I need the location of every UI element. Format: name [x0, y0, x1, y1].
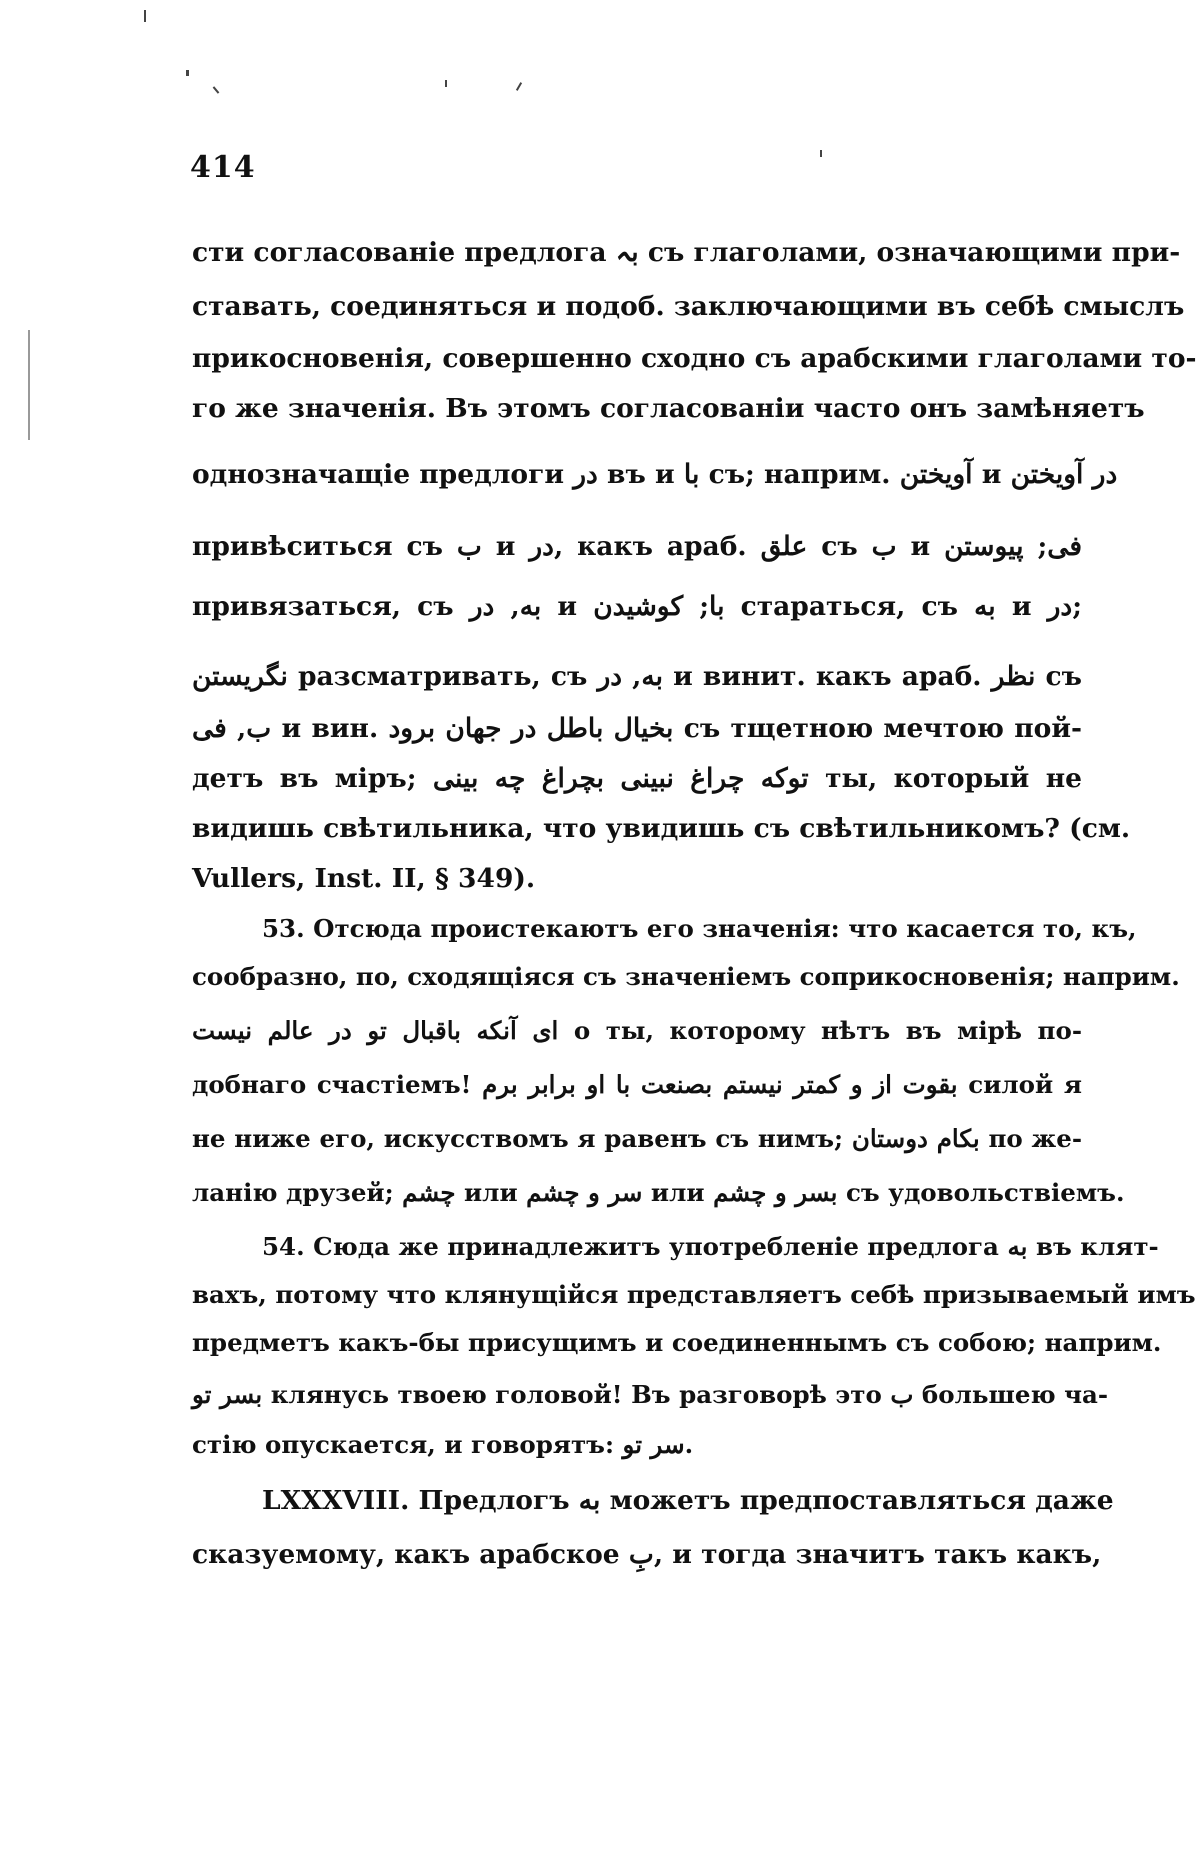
- text-line: детъ въ міръ; توکه چراغ نبینی بچراغ چه بینی ты, который не: [192, 763, 1082, 794]
- text-line: прикосновенія, совершенно сходно съ арабскими глаголами то-: [192, 343, 1197, 374]
- scan-speck: [820, 150, 822, 157]
- text-line: вахъ, потому что клянущійся представляетъ себѣ призываемый имъ: [192, 1280, 1196, 1309]
- text-line: Vullers, Inst. II, § 349).: [192, 863, 536, 894]
- text-line: ланію друзей; چشم или سر و چشم или بسر و چشم съ удовольствіемъ.: [192, 1178, 1125, 1207]
- text-line: ставать, соединяться и подоб. заключающими въ себѣ смыслъ: [192, 291, 1185, 322]
- scan-speck: [516, 82, 522, 91]
- scan-speck: [445, 80, 447, 87]
- scan-speck: [213, 86, 220, 93]
- page-number: 414: [190, 150, 256, 185]
- scan-speck: [144, 10, 146, 22]
- text-line: بسر تو клянусь твоею головой! Въ разговорѣ это ب большею ча-: [192, 1380, 1109, 1409]
- paragraph-53-start: 53. Отсюда проистекаютъ его значенія: что касается то, къ,: [262, 914, 1137, 943]
- text-line: نگریستن разсматривать, съ به, در и винит. какъ араб. نظر съ: [192, 661, 1082, 692]
- text-line: видишь свѣтильника, что увидишь съ свѣтильникомъ? (см.: [192, 813, 1131, 844]
- text-line: сти согласованіе предлога بہ съ глаголами, означающими при-: [192, 237, 1181, 268]
- text-line: го же значенія. Въ этомъ согласованіи часто онъ замѣняетъ: [192, 393, 1145, 424]
- text-line: ب, فی и вин. بخیال باطل در جهان برود съ тщетною мечтою пой-: [192, 713, 1082, 744]
- text-line: однозначащіе предлоги در въ и با съ; наприм. آویختن и در آویختن: [192, 459, 1118, 490]
- scan-speck: [186, 70, 189, 76]
- section-lxxxviii-start: LXXXVIII. Предлогъ به можетъ предпоставляться даже: [262, 1485, 1114, 1516]
- text-line: сообразно, по, сходящіяся съ значеніемъ соприкосновенія; наприм.: [192, 962, 1180, 991]
- text-line: не ниже его, искусствомъ я равенъ съ нимъ; بکام دوستان по же-: [192, 1124, 1082, 1153]
- text-line: предметъ какъ-бы присущимъ и соединеннымъ съ собою; наприм.: [192, 1328, 1162, 1357]
- text-line: сказуемому, какъ арабское بِ, и тогда значитъ такъ какъ,: [192, 1539, 1102, 1570]
- paragraph-54-start: 54. Сюда же принадлежитъ употребленіе предлога به въ клят-: [262, 1232, 1159, 1261]
- text-line: привѣситься съ ب и در, какъ араб. علق съ ب и فی; پیوستن: [192, 531, 1083, 562]
- text-line: стію опускается, и говорятъ: سر تو.: [192, 1430, 694, 1459]
- text-line: привязаться, съ به, در и با; کوشیدن стараться, съ به и در;: [192, 591, 1083, 622]
- text-line: ای آنکه باقبال تو در عالم نیست о ты, которому нѣтъ въ мірѣ по-: [192, 1016, 1082, 1045]
- scan-edge-mark: [28, 330, 30, 440]
- text-line: добнаго счастіемъ! بقوت از و کمتر نیستم بصنعت با او برابر برم силой я: [192, 1070, 1082, 1099]
